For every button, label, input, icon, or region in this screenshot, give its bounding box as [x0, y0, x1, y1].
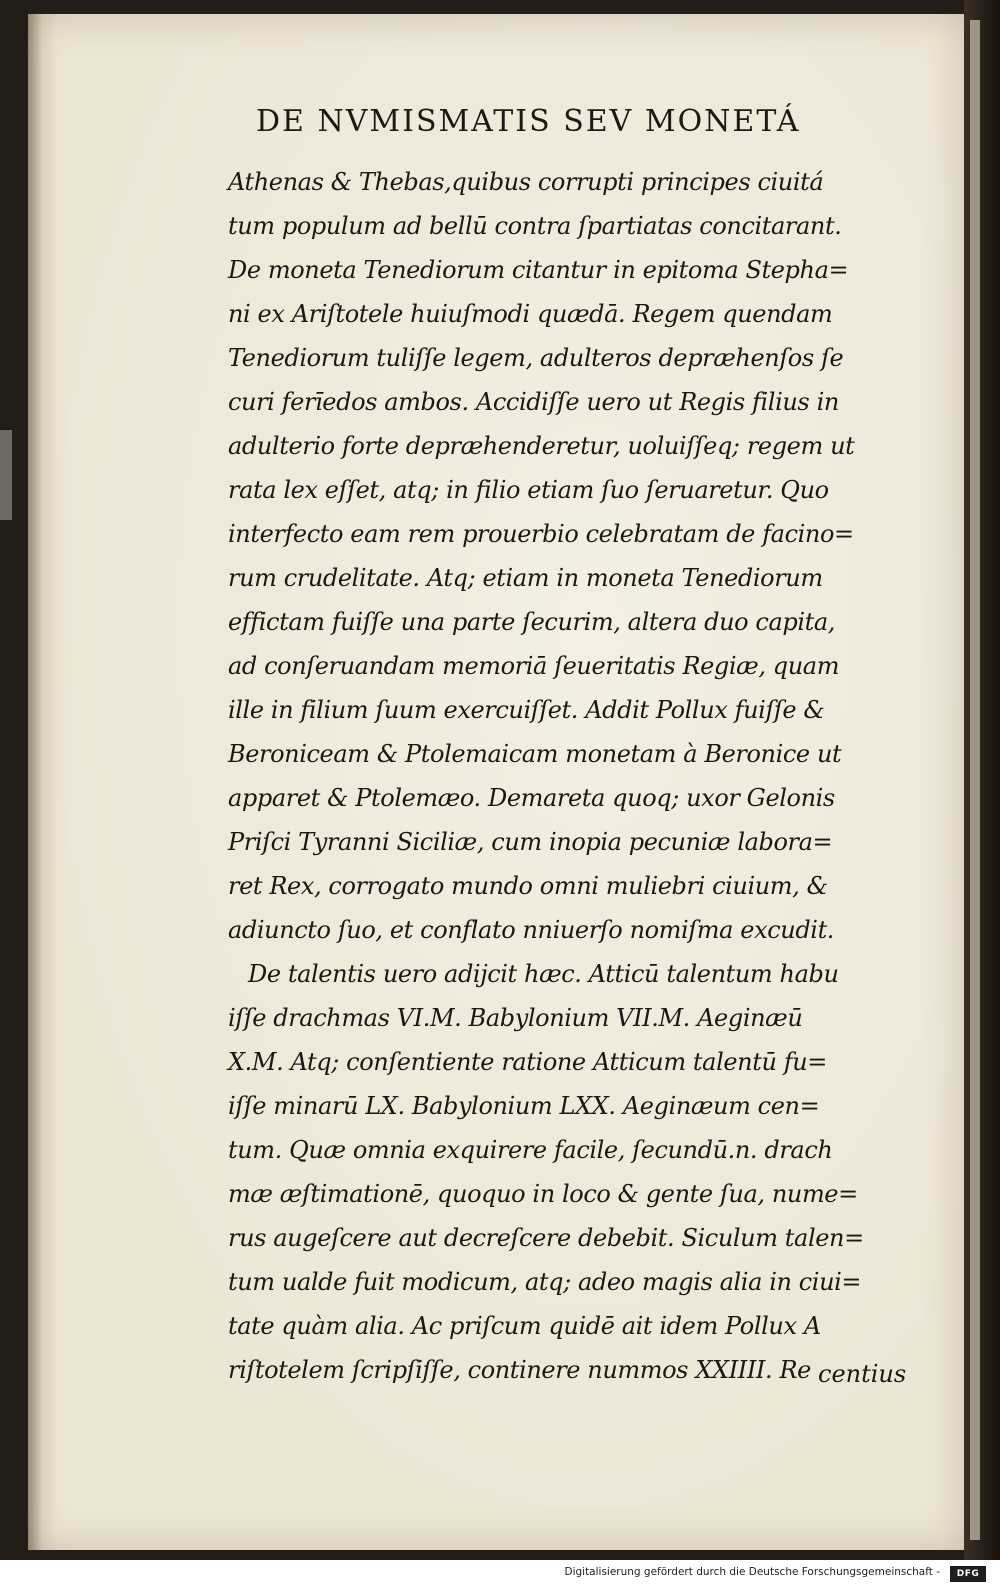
- text-line: rata lex eſſet, atq; in filio etiam ſuo ſeruaretur. Quo: [228, 476, 829, 504]
- text-line: apparet & Ptolemӕo. Demareta quoq; uxor Gelonis: [228, 784, 835, 812]
- text-line: iſſe drachmas VI.M. Babylonium VII.M. Aeginӕū: [228, 1004, 803, 1032]
- text-line: mӕ ӕſtimationē, quoquo in loco & gente ſua, nume=: [228, 1180, 858, 1208]
- digitization-credit: Digitalisierung gefördert durch die Deutsche Forschungsgemeinschaft -: [564, 1566, 940, 1578]
- text-line: Athenas & Thebas,quibus corrupti principes ciuitá: [228, 168, 824, 196]
- text-line: adiuncto ſuo, et conflato nniuerſo nomiſma excudit.: [228, 916, 835, 944]
- dfg-logo: DFG: [950, 1566, 986, 1582]
- gutter-shadow: [28, 14, 42, 1550]
- text-line: ni ex Ariſtotele huiuſmodi quædā. Regem quendam: [228, 300, 833, 328]
- text-line: effictam fuiſſe una parte ſecurim, altera duo capita,: [228, 608, 835, 636]
- text-line: tum populum ad bellū contra ſpartiatas concitarant.: [228, 212, 842, 240]
- text-line: interfecto eam rem prouerbio celebratam de facino=: [228, 520, 854, 548]
- text-line: Beroniceam & Ptolemaicam monetam à Beronice ut: [228, 740, 842, 768]
- text-line: ret Rex, corrogato mundo omni muliebri ciuium, &: [228, 872, 828, 900]
- page-edge-highlight: [970, 20, 980, 1540]
- text-line-indented: De talentis uero adijcit hӕc. Atticū talentum habu: [248, 960, 839, 988]
- text-line: rus augeſcere aut decreſcere debebit. Siculum talen=: [228, 1224, 864, 1252]
- text-line: Tenediorum tuliſſe legem, adulteros deprӕhenſos ſe: [228, 344, 844, 372]
- text-line: tate quàm alia. Ac priſcum quidē ait idem Pollux A: [228, 1312, 821, 1340]
- text-line: X.M. Atq; conſentiente ratione Atticum talentū fu=: [228, 1048, 827, 1076]
- text-line: tum. Quӕ omnia exquirere facile, ſecundū.n. drach: [228, 1136, 833, 1164]
- text-line: ille in filium ſuum exercuiſſet. Addit Pollux fuiſſe &: [228, 696, 825, 724]
- page-edge: [964, 0, 1000, 1560]
- catchword: centius: [818, 1360, 907, 1388]
- text-line: De moneta Tenediorum citantur in epitoma Stepha=: [228, 256, 849, 284]
- binding-clip: [0, 430, 12, 520]
- text-line: iſſe minarū LX. Babylonium LXX. Aeginӕum cen=: [228, 1092, 820, 1120]
- text-line: ad conſeruandam memoriā ſeueritatis Regiӕ, quam: [228, 652, 840, 680]
- running-head: DE NVMISMATIS SEV MONETÁ: [256, 104, 801, 139]
- text-line: curi ferīedos ambos. Accidiſſe uero ut Regis filius in: [228, 388, 839, 416]
- text-line: riſtotelem ſcripſiſſe, continere nummos XXIIII. Re: [228, 1356, 811, 1384]
- text-line: rum crudelitate. Atq; etiam in moneta Tenediorum: [228, 564, 823, 592]
- text-line: tum ualde fuit modicum, atq; adeo magis alia in ciui=: [228, 1268, 862, 1296]
- text-line: Priſci Tyranni Siciliӕ, cum inopia pecuniӕ labora=: [228, 828, 833, 856]
- text-line: adulterio forte deprӕhenderetur, uoluiſſeq; regem ut: [228, 432, 855, 460]
